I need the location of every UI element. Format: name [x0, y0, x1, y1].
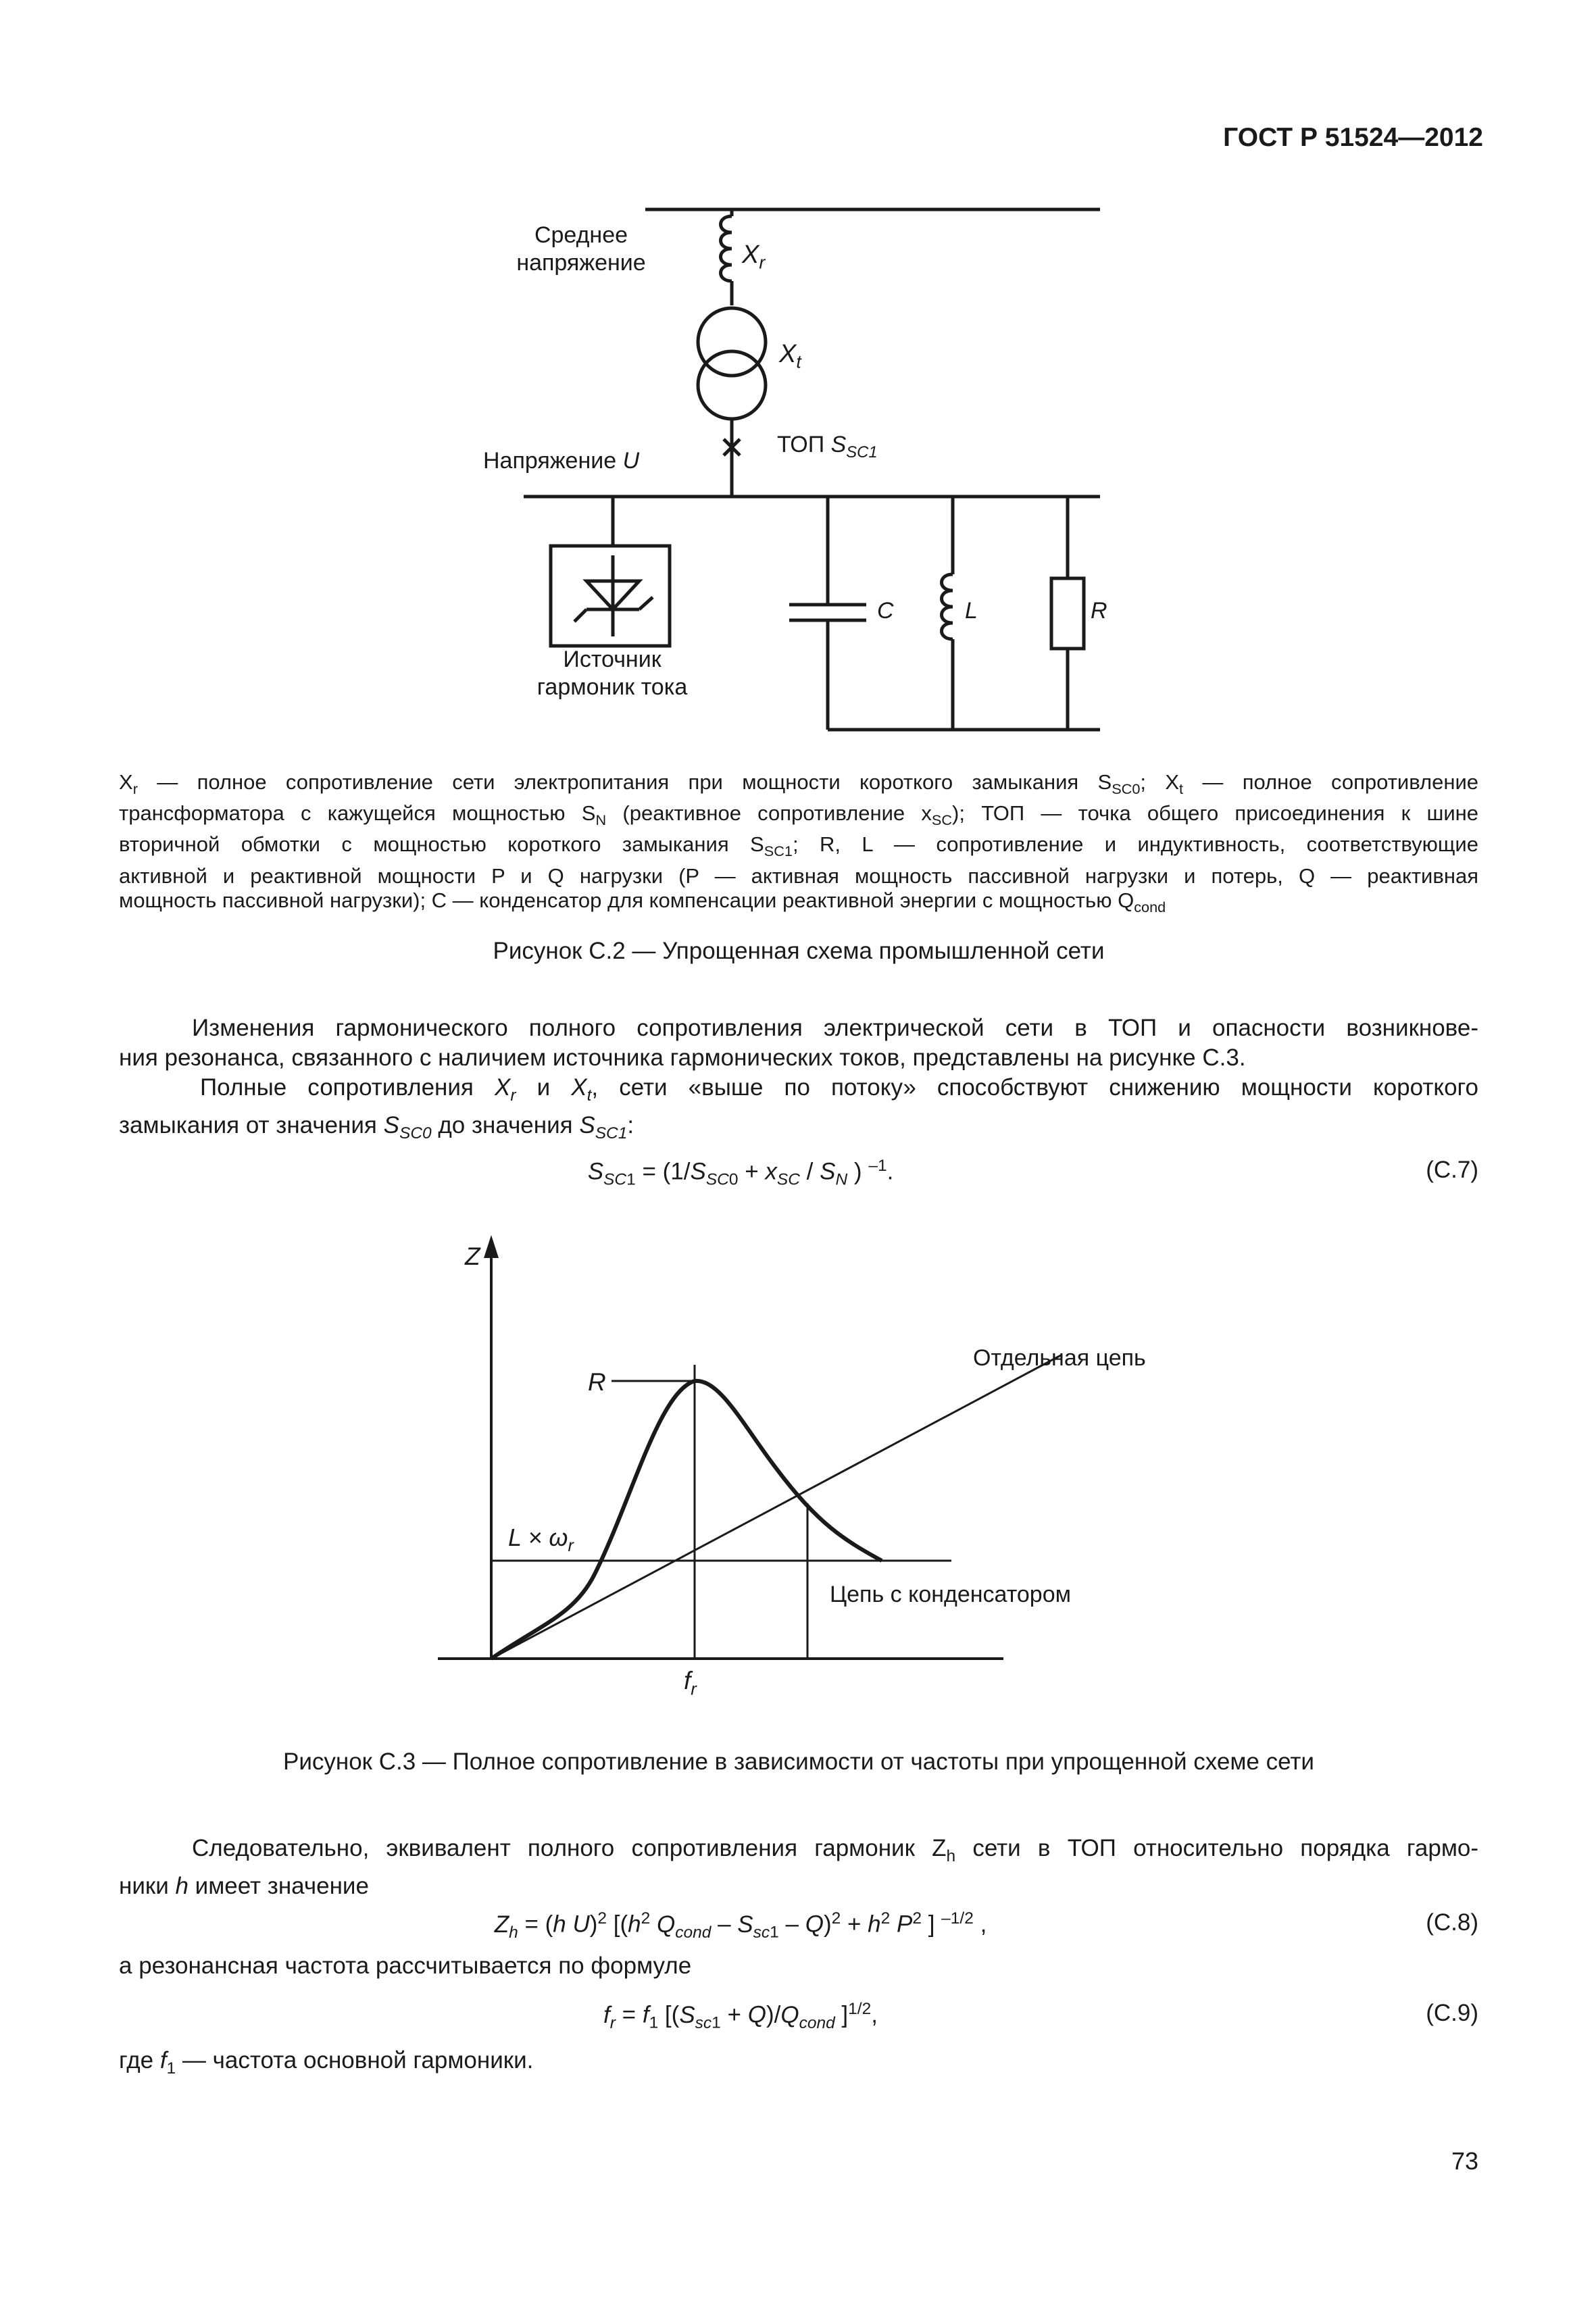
inductor-letter: L: [965, 598, 978, 624]
para4-suffix: — частота основной гармоники.: [176, 2047, 534, 2073]
para4-prefix: где: [119, 2047, 160, 2073]
figure-c3-caption: Рисунок С.3 — Полное сопротивление в зависимости от частоты при упрощенной схеме сети: [282, 1749, 1314, 1775]
equation-c7: $S_{SC1} = (1/S_{SC0} + x_{SC} / S_N$ ) $^{-1}$.: [587, 1157, 894, 1189]
legend-line: активной и реактивной мощности P и Q нагрузки (P — активная мощность пассивной нагрузки и потерь, Q — реактивная: [119, 863, 1478, 888]
para2-line1: Следовательно, эквивалент полного сопротивления гармоник $Z_h$ сети в ТОП относительно порядка гармо-: [192, 1835, 1479, 1865]
legend-line: вторичной обмотки с мощностью короткого замыкания $S_{SC1}$; R, L — сопротивление и индуктивность, соответствующие: [119, 832, 1478, 860]
legend-line: трансформатора с кажущейся мощностью $S_N$ (реактивное сопротивление $x_{SC}$); ТОП — точка общего присоединения к шине: [119, 801, 1479, 829]
l-omega-label: [508, 1523, 574, 1556]
document-header: ГОСТ Р 51524—2012: [1223, 123, 1483, 152]
equation-c8: $Z_h = (h$ U)$^2$ [($h^2$ $Q_{cond} - S_{sc1} - Q)^2 + h^2$ $P^2$ ] $^{-1/2}$ ,: [494, 1909, 987, 1942]
para1-line4b: до значения: [431, 1112, 580, 1138]
equation-c9: $f_r = f_1$ [$(S_{sc1} + Q)/Q_{cond}$ ]$^{1/2}$,: [603, 2000, 878, 2032]
medium-voltage-line2: напряжение: [516, 249, 646, 276]
para1-line4: замыкания от значения $S_{SC0}$ до значения $S_{SC1}$:: [119, 1112, 634, 1142]
current-source-line1: Источник: [563, 647, 662, 672]
capacitor-circuit-label: Цепь с конденсатором: [830, 1582, 1071, 1607]
xr-base: X: [742, 241, 759, 269]
z-axis-label: [465, 1242, 480, 1272]
pcc-sub: SC1: [846, 443, 878, 461]
separate-circuit-label: Отдельная цепь: [973, 1345, 1146, 1371]
fr-label: [684, 1666, 697, 1700]
paragraph-3: а резонансная частота рассчитывается по формуле: [119, 1953, 692, 1979]
legend-line: мощность пассивной нагрузки); C — конденсатор для компенсации реактивной энергии с мощностью $Q_{cond}$: [119, 888, 1166, 915]
separate-circuit-line: [491, 1355, 1061, 1659]
pcc-s: S: [830, 432, 847, 457]
para1-line4a: замыкания от значения: [119, 1112, 384, 1138]
r-peak-label: [588, 1367, 606, 1397]
equation-c7-number: (С.7): [1426, 1157, 1478, 1183]
paragraph-2: [119, 1834, 1478, 1901]
para1-line1: Изменения гармонического полного сопротивления электрической сети в ТОП и опасности возникнове-: [192, 1015, 1478, 1041]
z-axis-arrow: [484, 1235, 499, 1258]
l-omega-text: L × ω: [508, 1524, 568, 1551]
equation-c9-number: (С.9): [1426, 2000, 1478, 2026]
voltage-text: Напряжение: [483, 448, 623, 474]
z-axis-letter: Z: [465, 1242, 480, 1270]
resistor-letter: R: [1091, 598, 1107, 624]
xt-sub: t: [796, 351, 801, 372]
legend-line: $X_r$ — полное сопротивление сети электропитания при мощности короткого замыкания $S_{SC0}$; $X_t$ — полное сопротивление: [119, 770, 1479, 798]
xr-sub: r: [759, 252, 766, 273]
para2-line2: ники h имеет значение: [119, 1873, 369, 1899]
para1-line3: Полные сопротивления $X_r$ и $X_t$, сети «выше по потоку» способствуют снижению мощности короткого: [200, 1074, 1478, 1105]
resonance-curve: [491, 1381, 882, 1659]
para1-line3a: Полные сопротивления: [200, 1074, 495, 1101]
pcc-text: ТОП: [777, 432, 831, 457]
figure-c2-caption: Рисунок С.2 — Упрощенная схема промышленной сети: [493, 938, 1105, 964]
capacitor-letter: C: [877, 598, 894, 624]
fr-sub: r: [691, 1680, 697, 1699]
r-peak-letter: R: [588, 1368, 606, 1396]
equation-c8-number: (С.8): [1426, 1909, 1478, 1936]
xt-base: X: [779, 340, 797, 368]
para1-line2: ния резонанса, связанного с наличием источника гармонических токов, представлены на рисунке С.3.: [119, 1045, 1246, 1071]
medium-voltage-line1: Среднее: [534, 222, 628, 248]
fr-letter: f: [684, 1667, 691, 1694]
para1-line3b: сети «выше по потоку» способствуют снижению мощности короткого: [598, 1074, 1478, 1101]
paragraph-4: где $f_1$ — частота основной гармоники.: [119, 2047, 534, 2078]
voltage-u: U: [622, 448, 640, 474]
current-source-line2: гармоник тока: [537, 674, 688, 700]
page-number: 73: [1451, 2147, 1478, 2175]
l-omega-sub: r: [568, 1536, 574, 1556]
